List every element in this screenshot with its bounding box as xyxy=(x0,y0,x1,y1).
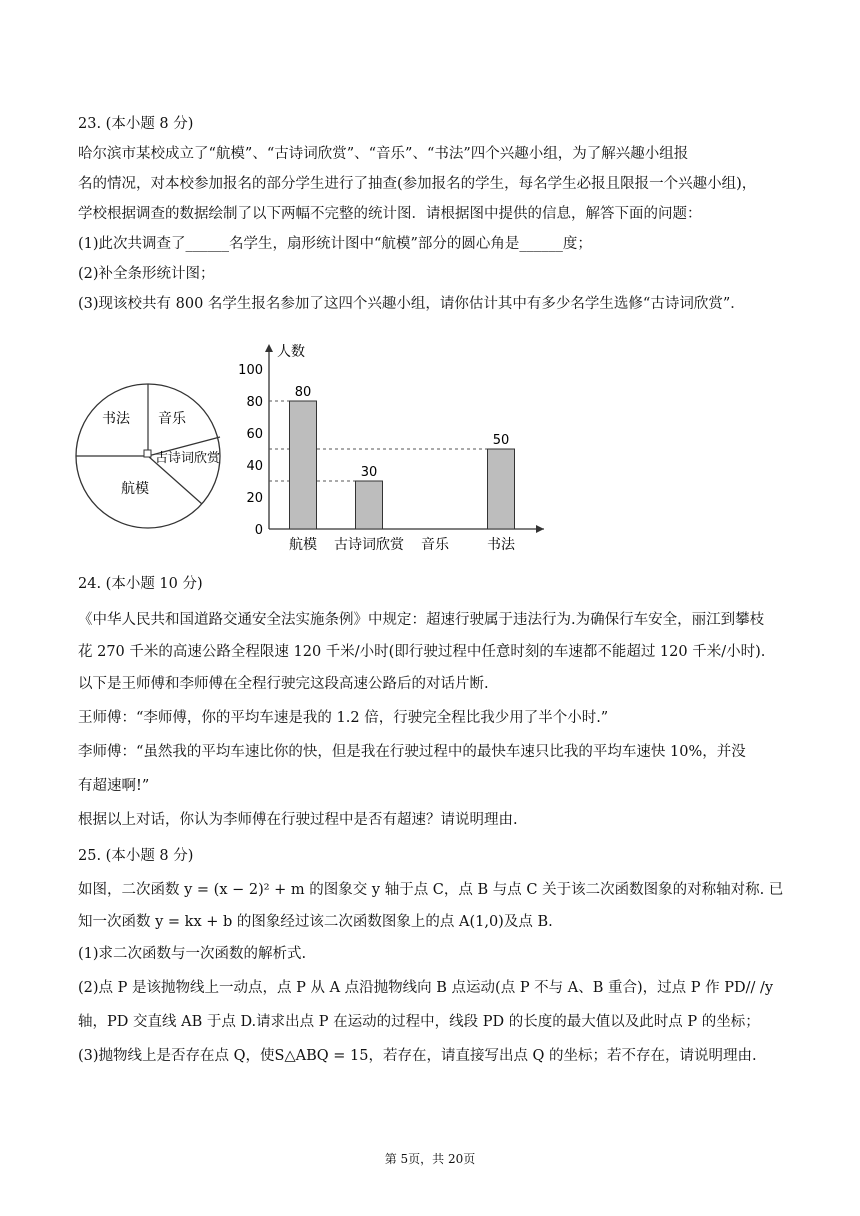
q23-part2: (2)补全条形统计图； xyxy=(78,266,215,282)
y-tick-label: 80 xyxy=(246,395,263,410)
bar-chart xyxy=(236,336,556,558)
bar-data-label: 30 xyxy=(360,465,378,480)
pie-center-marker xyxy=(144,450,151,457)
q24-text-line: 有超速啊!” xyxy=(78,778,150,794)
q23-part1: (1)此次共调查了______名学生，扇形统计图中“航模”部分的圆心角是______度； xyxy=(78,236,592,252)
bar xyxy=(290,401,317,529)
category-label: 书法 xyxy=(487,537,515,553)
bar-data-label: 50 xyxy=(492,433,510,448)
y-tick-label: 60 xyxy=(246,427,263,442)
q23-heading: 23. (本小题 8 分) xyxy=(78,116,194,132)
pie-label-poetry: 古诗词欣赏 xyxy=(155,451,221,466)
bar-marks xyxy=(289,385,516,553)
pie-label-aeromodel: 航模 xyxy=(121,481,149,497)
category-label: 古诗词欣赏 xyxy=(334,537,404,553)
bar-data-label: 80 xyxy=(294,385,312,400)
q25-text-line: 如图，二次函数 y = (x − 2)² + m 的图象交 y 轴于点 C，点 B 与点 C 关于该二次函数图象的对称轴对称. 已 xyxy=(78,882,784,898)
y-tick-label: 40 xyxy=(246,459,263,474)
bar xyxy=(356,481,383,529)
q25-part1: (1)求二次函数与一次函数的解析式. xyxy=(78,946,307,962)
y-tick-label: 100 xyxy=(238,363,263,378)
q25-part3: (3)抛物线上是否存在点 Q，使S△ABQ = 15，若存在，请直接写出点 Q 的坐标；若不存在，请说明理由. xyxy=(78,1048,757,1064)
pie-chart xyxy=(70,365,250,545)
q25-heading: 25. (本小题 8 分) xyxy=(78,848,194,864)
y-tick-label: 0 xyxy=(254,523,263,538)
q24-text-line: 以下是王师傅和李师傅在全程行驶完这段高速公路后的对话片断. xyxy=(78,676,489,692)
q24-text-line: 王师傅：“李师傅，你的平均车速是我的 1.2 倍，行驶完全程比我少用了半个小时.” xyxy=(78,710,609,726)
q25-text-line: 知一次函数 y = kx + b 的图象经过该二次函数图象上的点 A(1,0)及点 B. xyxy=(78,914,553,930)
bar xyxy=(488,449,515,529)
pie-label-calligraphy: 书法 xyxy=(102,411,130,427)
category-label: 音乐 xyxy=(421,537,449,553)
y-axis-label: 人数 xyxy=(277,344,305,360)
q24-text-line: 《中华人民共和国道路交通安全法实施条例》中规定：超速行驶属于违法行为.为确保行车安全，丽江到攀枝 xyxy=(78,612,765,628)
page-footer: 第 5页，共 20页 xyxy=(384,1152,476,1166)
q24-heading: 24. (本小题 10 分) xyxy=(78,576,203,592)
q25-part2-cont: 轴，PD 交直线 AB 于点 D.请求出点 P 在运动的过程中，线段 PD 的长度的最大值以及此时点 P 的坐标； xyxy=(78,1014,760,1030)
q23-text-line: 名的情况，对本校参加报名的部分学生进行了抽查(参加报名的学生，每名学生必报且限报一个兴趣小组)， xyxy=(78,176,757,192)
q23-text-line: 哈尔滨市某校成立了“航模”、“古诗词欣赏”、“音乐”、“书法”四个兴趣小组，为了解兴趣小组报 xyxy=(78,146,689,162)
category-label: 航模 xyxy=(289,537,317,553)
pie-label-music: 音乐 xyxy=(158,411,186,427)
q23-part3: (3)现该校共有 800 名学生报名参加了这四个兴趣小组，请你估计其中有多少名学生选修“古诗词欣赏”． xyxy=(78,296,745,312)
y-tick-label: 20 xyxy=(246,491,263,506)
q24-text-line: 花 270 千米的高速公路全程限速 120 千米/小时(即行驶过程中任意时刻的车速都不能超过 120 千米/小时). xyxy=(78,644,766,660)
x-axis-arrow xyxy=(536,525,544,533)
q24-text-line: 李师傅：“虽然我的平均车速比你的快，但是我在行驶过程中的最快车速只比我的平均车速快 10%，并没 xyxy=(78,744,746,760)
q23-text-line: 学校根据调查的数据绘制了以下两幅不完整的统计图．请根据图中提供的信息，解答下面的问题： xyxy=(78,206,702,222)
q24-text-line: 根据以上对话，你认为李师傅在行驶过程中是否有超速？请说明理由. xyxy=(78,812,518,828)
q25-part2: (2)点 P 是该抛物线上一动点，点 P 从 A 点沿抛物线向 B 点运动(点 P 不与 A、B 重合)，过点 P 作 PD// /y xyxy=(78,980,774,996)
y-axis-arrow xyxy=(265,344,273,352)
